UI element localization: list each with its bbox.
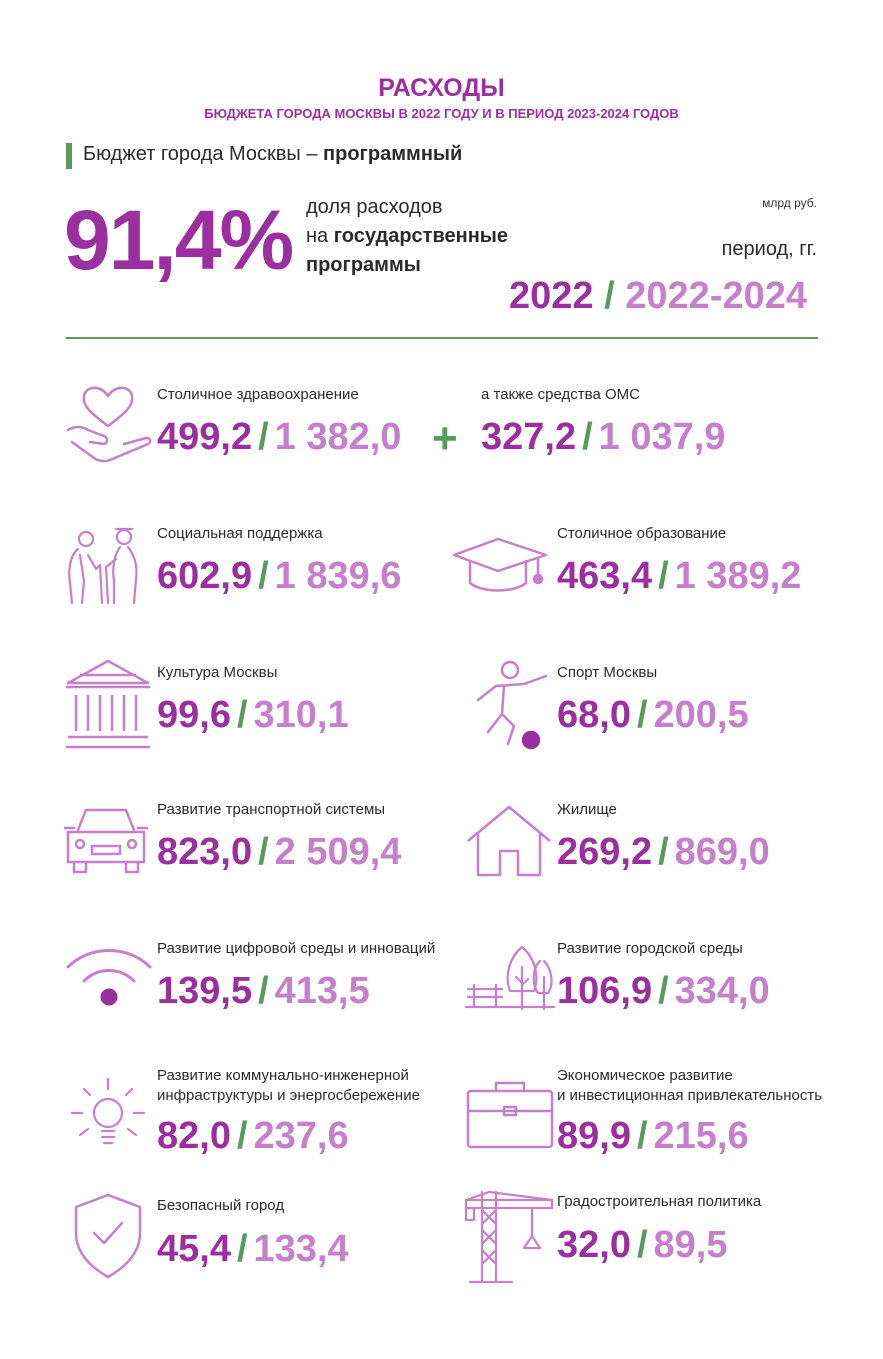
item-values-education bbox=[557, 555, 801, 598]
plus-icon: + bbox=[432, 414, 458, 463]
lead-text-bold: программный bbox=[323, 143, 463, 165]
item-values-housing bbox=[557, 831, 770, 874]
item-label-urban-planning: Градостроительная политика bbox=[557, 1193, 762, 1210]
value-2022-2024: 237,6 bbox=[253, 1115, 349, 1157]
elderly-icon bbox=[62, 525, 152, 607]
value-2022-2024: 215,6 bbox=[653, 1115, 749, 1157]
value-2022-2024: 869,0 bbox=[674, 831, 770, 873]
item-values-digital bbox=[157, 970, 370, 1013]
value-2022-2024: 133,4 bbox=[253, 1228, 349, 1270]
unit-label: млрд руб. bbox=[762, 196, 817, 210]
period-years bbox=[509, 275, 807, 318]
page-subtitle: БЮДЖЕТА ГОРОДА МОСКВЫ В 2022 ГОДУ И В ПЕРИОД 2023-2024 ГОДОВ bbox=[204, 106, 679, 121]
museum-icon bbox=[64, 657, 152, 753]
value-2022-2024: 1 839,6 bbox=[274, 555, 402, 597]
item-label-urban: Развитие городской среды bbox=[557, 940, 743, 957]
value-2022-2024: 1 382,0 bbox=[274, 416, 402, 458]
value-divider: / bbox=[636, 694, 648, 736]
item-values-social bbox=[157, 555, 401, 598]
value-2022: 499,2 bbox=[157, 416, 253, 458]
program-share-text bbox=[306, 193, 508, 280]
value-divider: / bbox=[658, 831, 669, 873]
item-label-economy bbox=[557, 1066, 822, 1106]
crane-icon bbox=[462, 1190, 556, 1284]
value-2022-2024: 413,5 bbox=[274, 970, 370, 1012]
shield-icon bbox=[72, 1193, 144, 1279]
item-label-transport: Развитие транспортной системы bbox=[157, 801, 386, 818]
wifi-icon bbox=[64, 945, 154, 1009]
graduation-cap-icon bbox=[452, 535, 550, 599]
value-divider: / bbox=[258, 555, 269, 597]
item-values-transport bbox=[157, 831, 401, 874]
item-label-housing: Жилище bbox=[557, 801, 617, 818]
item-label-culture: Культура Москвы bbox=[157, 664, 278, 681]
share-line-3-bold: программы bbox=[306, 254, 421, 276]
heart-hand-icon bbox=[64, 380, 154, 468]
value-divider: / bbox=[582, 416, 593, 458]
year-single: 2022 bbox=[509, 275, 594, 317]
item-label-line-1: Экономическое развитие bbox=[557, 1067, 733, 1084]
value-2022-2024: 89,5 bbox=[653, 1224, 728, 1266]
value-2022-2024: 1 037,9 bbox=[598, 416, 726, 458]
program-share-percent: 91,4% bbox=[64, 193, 293, 287]
value-2022: 139,5 bbox=[157, 970, 253, 1012]
share-line-3 bbox=[306, 251, 508, 280]
value-divider: / bbox=[236, 694, 248, 736]
value-2022: 45,4 bbox=[157, 1228, 231, 1270]
item-label-sport: Спорт Москвы bbox=[557, 664, 658, 681]
value-2022: 89,9 bbox=[557, 1115, 631, 1157]
value-divider: / bbox=[658, 555, 669, 597]
value-2022: 99,6 bbox=[157, 694, 231, 736]
value-2022-2024: 200,5 bbox=[653, 694, 749, 736]
share-line-2 bbox=[306, 222, 508, 251]
item-label-line-2: инфраструктуры и энергосбережение bbox=[157, 1087, 420, 1104]
value-2022-2024: 2 509,4 bbox=[274, 831, 402, 873]
item-label-oms: а также средства ОМС bbox=[481, 386, 640, 403]
value-2022: 68,0 bbox=[557, 694, 631, 736]
football-player-icon bbox=[474, 660, 550, 752]
car-icon bbox=[64, 806, 148, 876]
year-divider: / bbox=[593, 275, 626, 317]
value-2022: 463,4 bbox=[557, 555, 653, 597]
item-values-safety bbox=[157, 1228, 349, 1271]
value-2022: 823,0 bbox=[157, 831, 253, 873]
house-icon bbox=[466, 805, 552, 877]
item-label-line-1: Развитие коммунально-инженерной bbox=[157, 1067, 409, 1084]
item-values-oms bbox=[481, 416, 725, 459]
lightbulb-icon bbox=[68, 1075, 150, 1159]
value-divider: / bbox=[258, 970, 269, 1012]
period-label: период, гг. bbox=[721, 238, 817, 260]
lead-text bbox=[83, 143, 462, 166]
value-divider: / bbox=[236, 1228, 248, 1270]
item-values-culture bbox=[157, 694, 349, 737]
value-divider: / bbox=[258, 831, 269, 873]
page-title: РАСХОДЫ bbox=[378, 74, 505, 102]
item-values-sport bbox=[557, 694, 749, 737]
item-values-economy bbox=[557, 1115, 749, 1158]
lead-accent-bar bbox=[66, 143, 72, 169]
header-divider bbox=[66, 337, 818, 339]
item-label-healthcare: Столичное здравоохранение bbox=[157, 386, 359, 403]
share-line-2-bold: государственные bbox=[333, 225, 508, 247]
value-divider: / bbox=[636, 1115, 648, 1157]
value-2022: 32,0 bbox=[557, 1224, 631, 1266]
value-divider: / bbox=[236, 1115, 248, 1157]
share-line-1: доля расходов bbox=[306, 196, 443, 218]
value-2022-2024: 310,1 bbox=[253, 694, 349, 736]
item-label-digital: Развитие цифровой среды и инноваций bbox=[157, 940, 436, 957]
value-divider: / bbox=[636, 1224, 648, 1266]
item-label-safety: Безопасный город bbox=[157, 1197, 285, 1214]
item-values-urban-planning bbox=[557, 1224, 728, 1267]
briefcase-icon bbox=[466, 1081, 554, 1149]
item-label-utilities bbox=[157, 1066, 420, 1106]
item-values-urban bbox=[557, 970, 770, 1013]
share-line-2-prefix: на bbox=[306, 225, 334, 247]
value-divider: / bbox=[258, 416, 269, 458]
value-2022: 602,9 bbox=[157, 555, 253, 597]
year-range: 2022-2024 bbox=[625, 275, 807, 317]
lead-text-regular: Бюджет города Москвы – bbox=[83, 143, 324, 165]
value-2022-2024: 334,0 bbox=[674, 970, 770, 1012]
value-2022: 269,2 bbox=[557, 831, 653, 873]
value-2022-2024: 1 389,2 bbox=[674, 555, 802, 597]
item-label-education: Столичное образование bbox=[557, 525, 727, 542]
park-icon bbox=[464, 943, 556, 1011]
value-2022: 106,9 bbox=[557, 970, 653, 1012]
item-label-social: Социальная поддержка bbox=[157, 525, 323, 542]
item-values-healthcare bbox=[157, 416, 401, 459]
value-2022: 327,2 bbox=[481, 416, 577, 458]
item-values-utilities bbox=[157, 1115, 349, 1158]
value-2022: 82,0 bbox=[157, 1115, 231, 1157]
item-label-line-2: и инвестиционная привлекательность bbox=[557, 1087, 823, 1104]
value-divider: / bbox=[658, 970, 669, 1012]
